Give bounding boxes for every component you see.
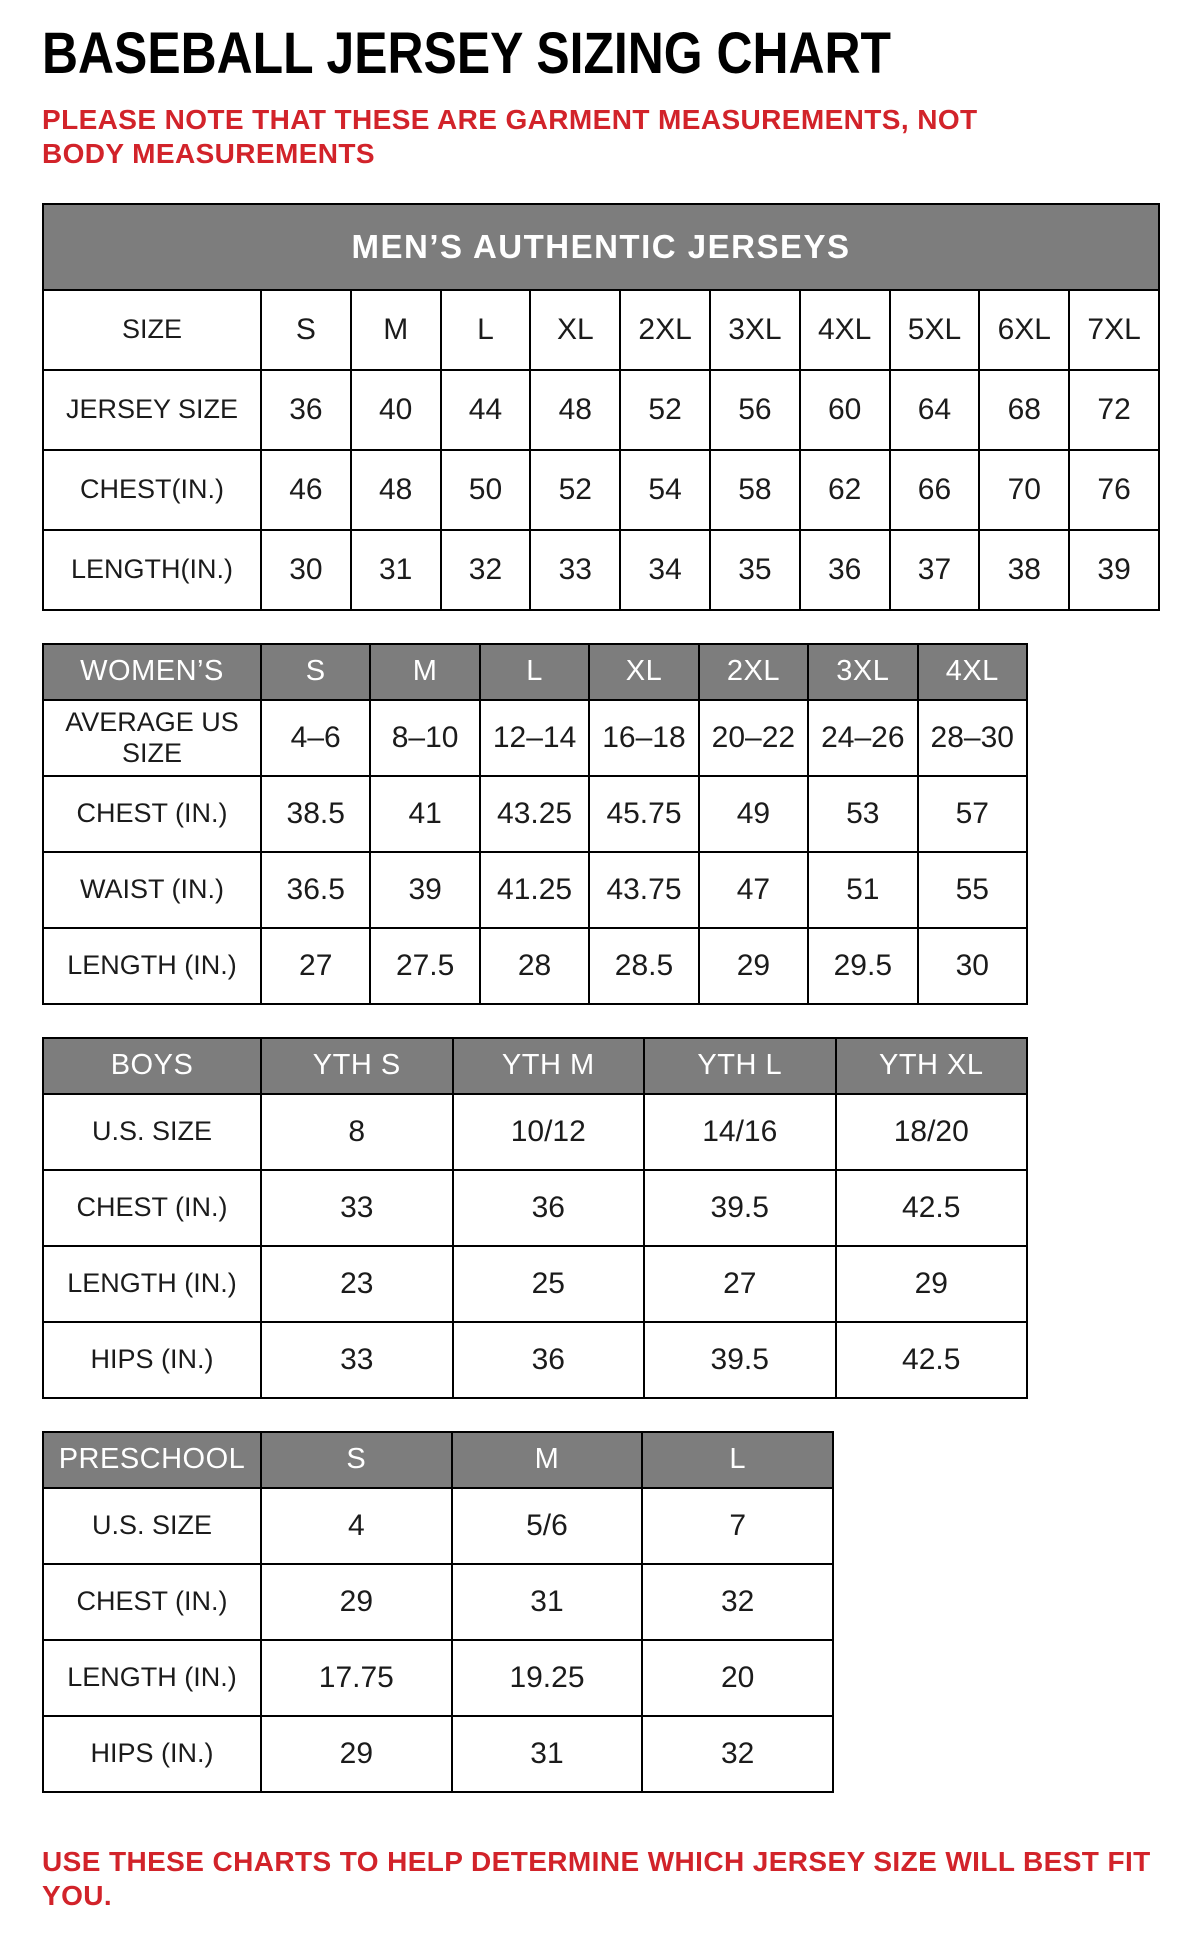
mens-sizing-table-row-label: JERSEY SIZE — [43, 370, 261, 450]
womens-sizing-table-cell: 43.75 — [589, 852, 698, 928]
preschool-sizing-table-cell: 31 — [452, 1564, 643, 1640]
preschool-sizing-table — [42, 1431, 1160, 1793]
mens-sizing-table-cell: 40 — [351, 370, 441, 450]
mens-sizing-table-title: MEN’S AUTHENTIC JERSEYS — [43, 204, 1159, 290]
womens-sizing-table-column-header: M — [370, 644, 479, 700]
womens-sizing-table-cell: 38.5 — [261, 776, 370, 852]
womens-sizing-table-cell: 28.5 — [589, 928, 698, 1004]
womens-sizing-table-cell: 45.75 — [589, 776, 698, 852]
mens-sizing-table-cell: 68 — [979, 370, 1069, 450]
boys-sizing-table-cell: 29 — [836, 1246, 1028, 1322]
preschool-sizing-table-cell: 5/6 — [452, 1488, 643, 1564]
mens-sizing-table-cell: 46 — [261, 450, 351, 530]
womens-sizing-table-cell: 49 — [699, 776, 808, 852]
mens-sizing-table-cell: 56 — [710, 370, 800, 450]
womens-sizing-table-cell: 16–18 — [589, 700, 698, 776]
mens-sizing-table-cell: 7XL — [1069, 290, 1159, 370]
mens-sizing-table-cell: 58 — [710, 450, 800, 530]
womens-sizing-table-cell: 24–26 — [808, 700, 917, 776]
boys-sizing-table-cell: 8 — [261, 1094, 453, 1170]
preschool-sizing-table-header-label: PRESCHOOL — [43, 1432, 261, 1488]
boys-sizing-table — [42, 1037, 1160, 1399]
preschool-sizing-table-row-label: U.S. SIZE — [43, 1488, 261, 1564]
boys-sizing-table-cell: 33 — [261, 1322, 453, 1398]
womens-sizing-table-column-header: 2XL — [699, 644, 808, 700]
preschool-sizing-table-cell: 19.25 — [452, 1640, 643, 1716]
womens-sizing-table-column-header: 3XL — [808, 644, 917, 700]
boys-sizing-table-cell: 39.5 — [644, 1170, 836, 1246]
womens-sizing-table-cell: 53 — [808, 776, 917, 852]
womens-sizing-table-cell: 27.5 — [370, 928, 479, 1004]
boys-sizing-table-row-label: HIPS (IN.) — [43, 1322, 261, 1398]
mens-sizing-table-cell: 72 — [1069, 370, 1159, 450]
womens-sizing-table-row-label: CHEST (IN.) — [43, 776, 261, 852]
mens-sizing-table — [42, 203, 1160, 611]
boys-sizing-table-column-header: YTH XL — [836, 1038, 1028, 1094]
boys-sizing-table-cell: 33 — [261, 1170, 453, 1246]
preschool-sizing-table-cell: 32 — [642, 1564, 833, 1640]
mens-sizing-table-cell: 39 — [1069, 530, 1159, 610]
mens-sizing-table-cell: 38 — [979, 530, 1069, 610]
boys-sizing-table-grid — [42, 1037, 1028, 1399]
mens-sizing-table-grid — [42, 203, 1160, 611]
womens-sizing-table — [42, 643, 1160, 1005]
preschool-sizing-table-cell: 29 — [261, 1564, 452, 1640]
mens-sizing-table-cell: 3XL — [710, 290, 800, 370]
mens-sizing-table-cell: 70 — [979, 450, 1069, 530]
mens-sizing-table-cell: 36 — [800, 530, 890, 610]
preschool-sizing-table-column-header: L — [642, 1432, 833, 1488]
womens-sizing-table-column-header: S — [261, 644, 370, 700]
mens-sizing-table-cell: 64 — [890, 370, 980, 450]
boys-sizing-table-cell: 25 — [453, 1246, 645, 1322]
mens-sizing-table-cell: 30 — [261, 530, 351, 610]
womens-sizing-table-column-header: XL — [589, 644, 698, 700]
womens-sizing-table-column-header: 4XL — [918, 644, 1027, 700]
womens-sizing-table-row-label: AVERAGE US SIZE — [43, 700, 261, 776]
womens-sizing-table-cell: 28–30 — [918, 700, 1027, 776]
preschool-sizing-table-column-header: S — [261, 1432, 452, 1488]
womens-sizing-table-cell: 27 — [261, 928, 370, 1004]
preschool-sizing-table-cell: 32 — [642, 1716, 833, 1792]
womens-sizing-table-row-label: LENGTH (IN.) — [43, 928, 261, 1004]
mens-sizing-table-cell: 37 — [890, 530, 980, 610]
womens-sizing-table-grid — [42, 643, 1028, 1005]
womens-sizing-table-cell: 39 — [370, 852, 479, 928]
mens-sizing-table-cell: 4XL — [800, 290, 890, 370]
womens-sizing-table-cell: 29 — [699, 928, 808, 1004]
boys-sizing-table-header-label: BOYS — [43, 1038, 261, 1094]
boys-sizing-table-row-label: CHEST (IN.) — [43, 1170, 261, 1246]
mens-sizing-table-cell: 32 — [441, 530, 531, 610]
mens-sizing-table-cell: 50 — [441, 450, 531, 530]
boys-sizing-table-cell: 14/16 — [644, 1094, 836, 1170]
mens-sizing-table-cell: 33 — [530, 530, 620, 610]
mens-sizing-table-cell: 34 — [620, 530, 710, 610]
mens-sizing-table-cell: 31 — [351, 530, 441, 610]
mens-sizing-table-cell: 62 — [800, 450, 890, 530]
womens-sizing-table-cell: 51 — [808, 852, 917, 928]
mens-sizing-table-cell: 36 — [261, 370, 351, 450]
preschool-sizing-table-grid — [42, 1431, 834, 1793]
boys-sizing-table-row-label: LENGTH (IN.) — [43, 1246, 261, 1322]
boys-sizing-table-cell: 23 — [261, 1246, 453, 1322]
preschool-sizing-table-row-label: HIPS (IN.) — [43, 1716, 261, 1792]
mens-sizing-table-cell: L — [441, 290, 531, 370]
mens-sizing-table-cell: 5XL — [890, 290, 980, 370]
mens-sizing-table-cell: 44 — [441, 370, 531, 450]
mens-sizing-table-cell: XL — [530, 290, 620, 370]
mens-sizing-table-cell: 48 — [351, 450, 441, 530]
womens-sizing-table-cell: 4–6 — [261, 700, 370, 776]
preschool-sizing-table-cell: 20 — [642, 1640, 833, 1716]
preschool-sizing-table-cell: 7 — [642, 1488, 833, 1564]
mens-sizing-table-cell: M — [351, 290, 441, 370]
mens-sizing-table-row-label: CHEST(IN.) — [43, 450, 261, 530]
mens-sizing-table-cell: 76 — [1069, 450, 1159, 530]
mens-sizing-table-cell: 54 — [620, 450, 710, 530]
boys-sizing-table-cell: 18/20 — [836, 1094, 1028, 1170]
mens-sizing-table-row-label: LENGTH(IN.) — [43, 530, 261, 610]
mens-sizing-table-cell: S — [261, 290, 351, 370]
boys-sizing-table-cell: 36 — [453, 1170, 645, 1246]
page-title: BASEBALL JERSEY SIZING CHART — [42, 21, 892, 86]
mens-sizing-table-cell: 52 — [620, 370, 710, 450]
mens-sizing-table-cell: 2XL — [620, 290, 710, 370]
womens-sizing-table-cell: 29.5 — [808, 928, 917, 1004]
womens-sizing-table-cell: 41.25 — [480, 852, 589, 928]
footer-note: USE THESE CHARTS TO HELP DETERMINE WHICH JERSEY SIZE WILL BEST FIT YOU. — [42, 1845, 1151, 1911]
womens-sizing-table-cell: 47 — [699, 852, 808, 928]
womens-sizing-table-header-label: WOMEN’S — [43, 644, 261, 700]
mens-sizing-table-cell: 52 — [530, 450, 620, 530]
womens-sizing-table-row-label: WAIST (IN.) — [43, 852, 261, 928]
boys-sizing-table-row-label: U.S. SIZE — [43, 1094, 261, 1170]
boys-sizing-table-cell: 27 — [644, 1246, 836, 1322]
womens-sizing-table-cell: 57 — [918, 776, 1027, 852]
preschool-sizing-table-cell: 31 — [452, 1716, 643, 1792]
preschool-sizing-table-cell: 29 — [261, 1716, 452, 1792]
womens-sizing-table-cell: 43.25 — [480, 776, 589, 852]
womens-sizing-table-cell: 12–14 — [480, 700, 589, 776]
boys-sizing-table-column-header: YTH M — [453, 1038, 645, 1094]
womens-sizing-table-cell: 8–10 — [370, 700, 479, 776]
mens-sizing-table-cell: 66 — [890, 450, 980, 530]
garment-measurement-note: PLEASE NOTE THAT THESE ARE GARMENT MEASUREMENTS, NOT BODY MEASUREMENTS — [42, 103, 978, 169]
boys-sizing-table-cell: 39.5 — [644, 1322, 836, 1398]
preschool-sizing-table-cell: 4 — [261, 1488, 452, 1564]
womens-sizing-table-column-header: L — [480, 644, 589, 700]
boys-sizing-table-cell: 42.5 — [836, 1170, 1028, 1246]
boys-sizing-table-cell: 10/12 — [453, 1094, 645, 1170]
boys-sizing-table-column-header: YTH S — [261, 1038, 453, 1094]
womens-sizing-table-cell: 36.5 — [261, 852, 370, 928]
womens-sizing-table-cell: 41 — [370, 776, 479, 852]
womens-sizing-table-cell: 55 — [918, 852, 1027, 928]
womens-sizing-table-cell: 28 — [480, 928, 589, 1004]
mens-sizing-table-row-label: SIZE — [43, 290, 261, 370]
boys-sizing-table-column-header: YTH L — [644, 1038, 836, 1094]
preschool-sizing-table-cell: 17.75 — [261, 1640, 452, 1716]
womens-sizing-table-cell: 20–22 — [699, 700, 808, 776]
preschool-sizing-table-column-header: M — [452, 1432, 643, 1488]
mens-sizing-table-cell: 48 — [530, 370, 620, 450]
mens-sizing-table-cell: 6XL — [979, 290, 1069, 370]
mens-sizing-table-cell: 60 — [800, 370, 890, 450]
preschool-sizing-table-row-label: LENGTH (IN.) — [43, 1640, 261, 1716]
preschool-sizing-table-row-label: CHEST (IN.) — [43, 1564, 261, 1640]
boys-sizing-table-cell: 36 — [453, 1322, 645, 1398]
boys-sizing-table-cell: 42.5 — [836, 1322, 1028, 1398]
womens-sizing-table-cell: 30 — [918, 928, 1027, 1004]
mens-sizing-table-cell: 35 — [710, 530, 800, 610]
